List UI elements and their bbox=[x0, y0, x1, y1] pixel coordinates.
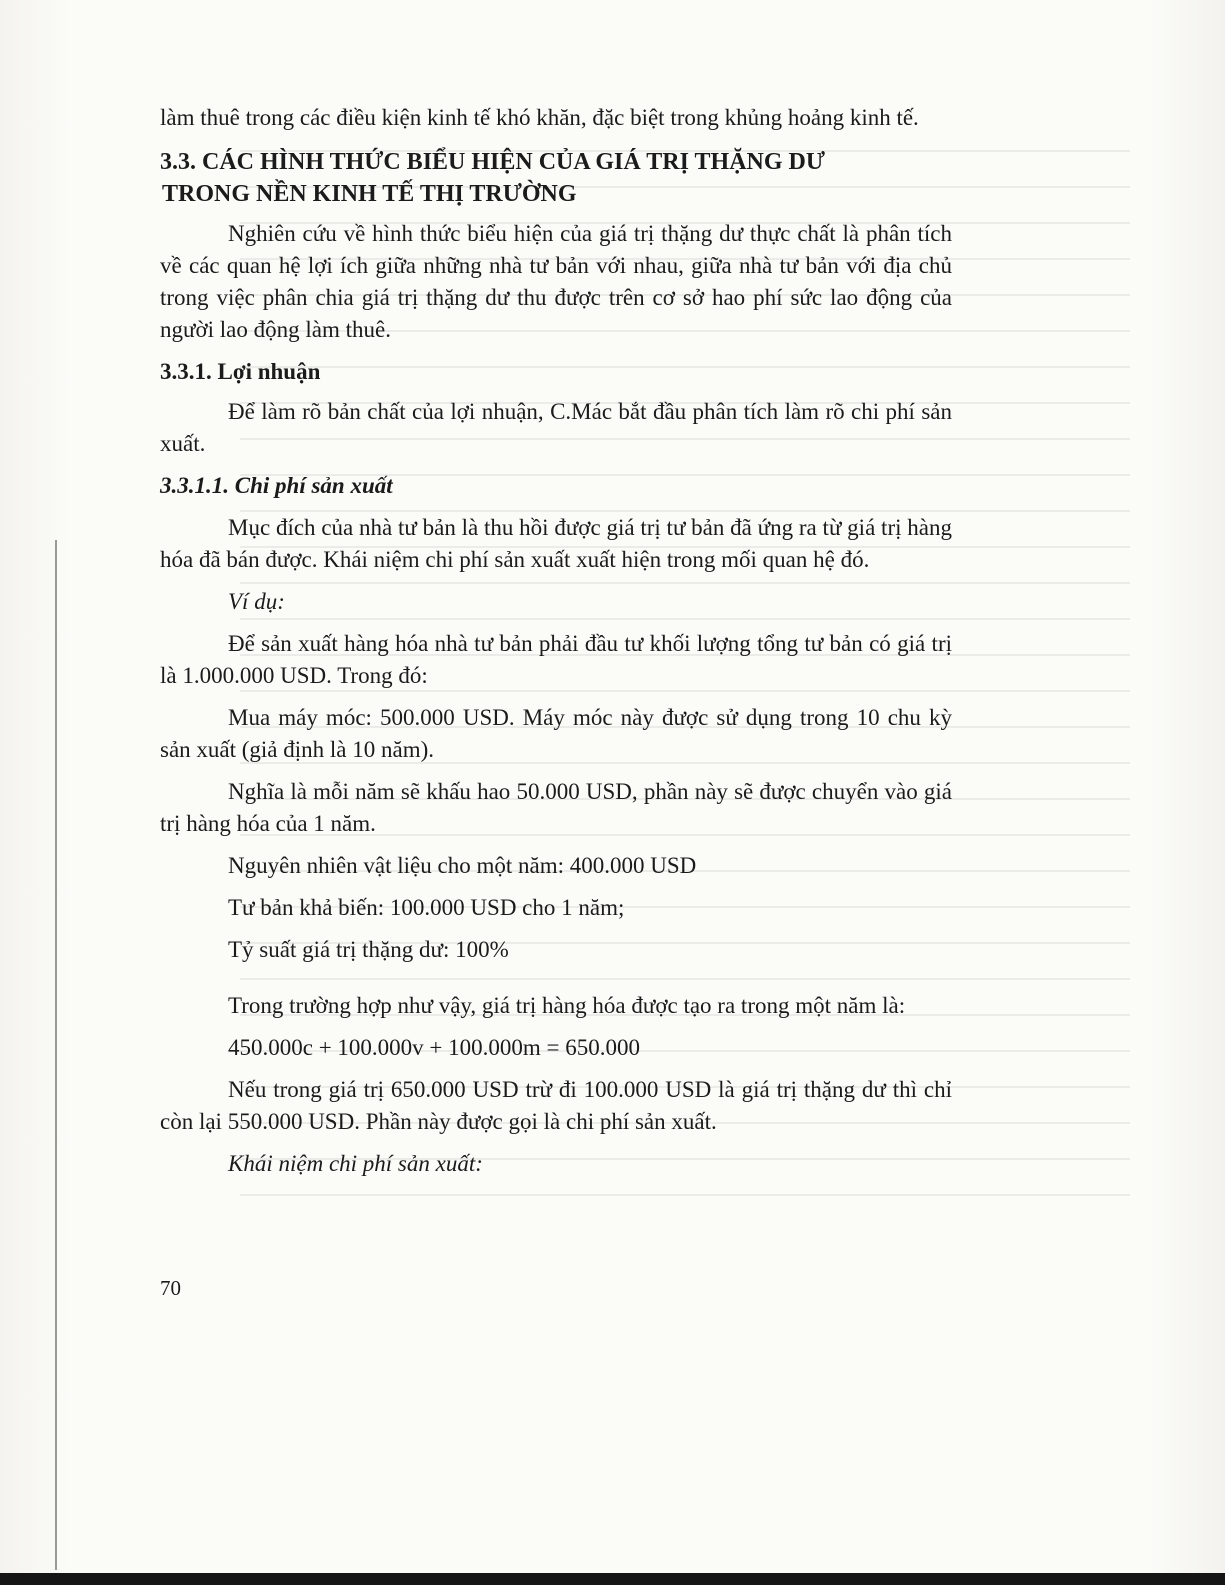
formula: 450.000c + 100.000v + 100.000m = 650.000 bbox=[228, 1035, 641, 1060]
paragraph: Mục đích của nhà tư bản là thu hồi được giá trị tư bản đã ứng ra từ giá trị hàng hóa đã bán được. Khái niệm chi phí sản xuất xuất hiện trong mối quan hệ đó. bbox=[160, 515, 952, 572]
paragraph: Nếu trong giá trị 650.000 USD trừ đi 100.000 USD là giá trị thặng dư thì chỉ còn lại 550.000 USD. Phần này được gọi là chi phí sản xuất. bbox=[160, 1077, 952, 1134]
section-heading-line-1: 3.3. CÁC HÌNH THỨC BIỂU HIỆN CỦA GIÁ TRỊ THẶNG DƯ bbox=[160, 149, 825, 175]
list-line: Nguyên nhiên vật liệu cho một năm: 400.000 USD bbox=[228, 853, 697, 878]
scan-bottom-edge bbox=[0, 1573, 1225, 1585]
subsection-heading-3-3-1: 3.3.1. Lợi nhuận bbox=[160, 359, 321, 384]
concept-label: Khái niệm chi phí sản xuất: bbox=[228, 1151, 483, 1176]
paragraph: Nghĩa là mỗi năm sẽ khấu hao 50.000 USD, phần này sẽ được chuyển vào giá trị hàng hóa của 1 năm. bbox=[160, 779, 952, 836]
page-body bbox=[160, 102, 952, 1190]
paragraph: Trong trường hợp như vậy, giá trị hàng hóa được tạo ra trong một năm là: bbox=[228, 993, 906, 1018]
subsection-heading-3-3-1-1: 3.3.1.1. Chi phí sản xuất bbox=[160, 473, 393, 498]
paragraph: làm thuê trong các điều kiện kinh tế khó khăn, đặc biệt trong khủng hoảng kinh tế. bbox=[160, 105, 919, 130]
section-heading-3-3 bbox=[160, 146, 952, 210]
list-line: Tỷ suất giá trị thặng dư: 100% bbox=[228, 937, 509, 962]
list-line: Tư bản khả biến: 100.000 USD cho 1 năm; bbox=[228, 895, 625, 920]
paragraph: Để sản xuất hàng hóa nhà tư bản phải đầu tư khối lượng tổng tư bản có giá trị là 1.000.000 USD. Trong đó: bbox=[160, 631, 952, 688]
example-label: Ví dụ: bbox=[228, 589, 285, 614]
paragraph: Mua máy móc: 500.000 USD. Máy móc này được sử dụng trong 10 chu kỳ sản xuất (giả định là 10 năm). bbox=[160, 705, 952, 762]
paragraph: Để làm rõ bản chất của lợi nhuận, C.Mác bắt đầu phân tích làm rõ chi phí sản xuất. bbox=[160, 399, 952, 456]
paragraph: Nghiên cứu về hình thức biểu hiện của giá trị thặng dư thực chất là phân tích về các quan hệ lợi ích giữa những nhà tư bản với nhau, giữa nhà tư bản với địa chủ trong việc phân chia giá trị thặng dư thu được trên cơ sở hao phí sức lao động của người lao động làm thuê. bbox=[160, 221, 952, 342]
section-heading-line-2: TRONG NỀN KINH TẾ THỊ TRƯỜNG bbox=[162, 181, 577, 207]
page-number: 70 bbox=[160, 1276, 181, 1300]
page-edge-line bbox=[55, 540, 57, 1570]
